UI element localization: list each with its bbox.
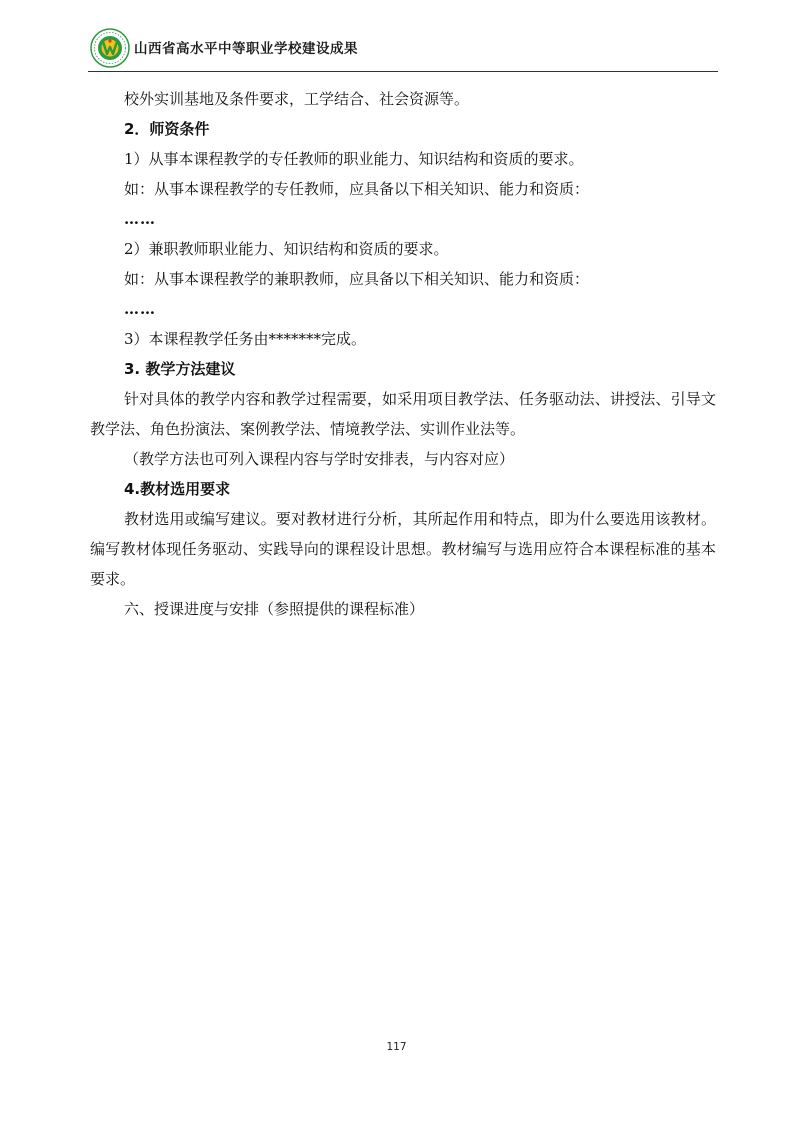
- section-heading: 4.教材选用要求: [124, 480, 231, 498]
- page-number: 117: [386, 1041, 407, 1053]
- list-item: 2）兼职教师职业能力、知识结构和资质的要求。: [124, 240, 449, 258]
- header-divider: [88, 71, 718, 72]
- example-line: 如：从事本课程教学的兼职教师，应具备以下相关知识、能力和资质：: [124, 270, 590, 288]
- list-item: 3）本课程教学任务由*******完成。: [124, 330, 367, 348]
- school-emblem-icon: [90, 28, 130, 68]
- section-heading: 3. 教学方法建议: [124, 360, 236, 378]
- section-heading: 2．师资条件: [124, 120, 210, 138]
- page-header: [88, 20, 718, 74]
- example-line: 如：从事本课程教学的专任教师，应具备以下相关知识、能力和资质：: [124, 180, 590, 198]
- document-body: [90, 84, 716, 624]
- section-heading: 六、授课进度与安排（参照提供的课程标准）: [124, 600, 425, 618]
- ellipsis: ……: [124, 210, 156, 228]
- note-line: （教学方法也可列入课程内容与学时安排表，与内容对应）: [124, 450, 515, 468]
- paragraph: 教材选用或编写建议。要对教材进行分析，其所起作用和特点，即为什么要选用该教材。编写教材体现任务驱动、实践导向的课程设计思想。教材编写与选用应符合本课程标准的基本要求。: [90, 510, 716, 588]
- ellipsis: ……: [124, 300, 156, 318]
- paragraph: 针对具体的教学内容和教学过程需要，如采用项目教学法、任务驱动法、讲授法、引导文教学法、角色扮演法、案例教学法、情境教学法、实训作业法等。: [90, 390, 716, 438]
- header-title: 山西省高水平中等职业学校建设成果: [134, 41, 358, 57]
- list-item: 1）从事本课程教学的专任教师的职业能力、知识结构和资质的要求。: [124, 150, 584, 168]
- paragraph-line: 校外实训基地及条件要求，工学结合、社会资源等。: [124, 90, 470, 108]
